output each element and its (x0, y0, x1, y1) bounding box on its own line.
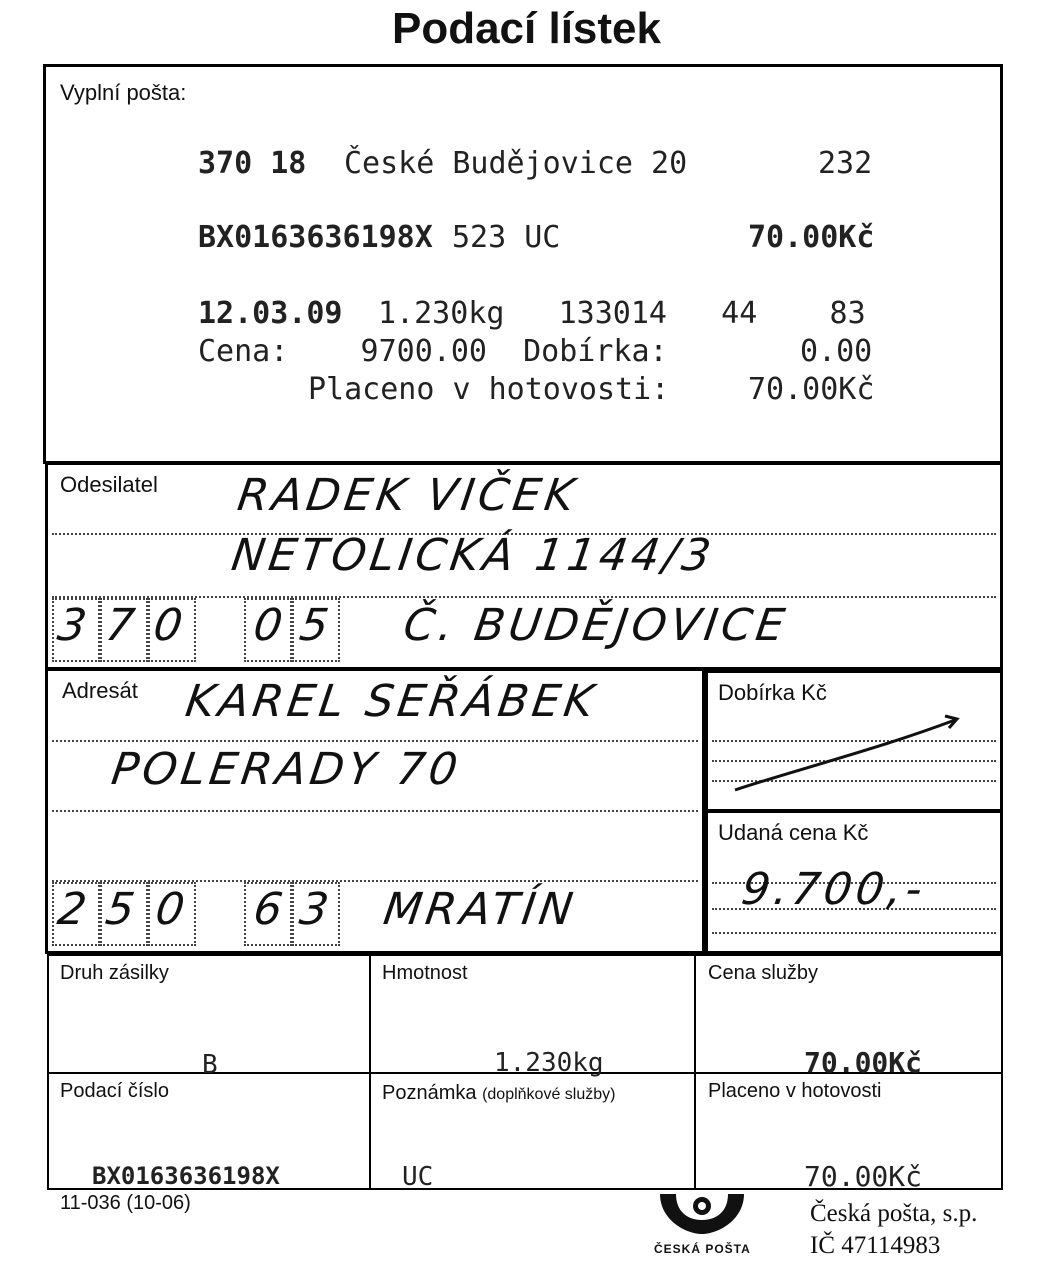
number-value: BX0163636198X (92, 1162, 280, 1190)
post-cod-value: 0.00 (800, 334, 873, 369)
sender-zip-digit: 5 (296, 600, 336, 651)
recipient-zip-digit: 2 (54, 884, 94, 935)
note-label-sub: (doplňkové služby) (482, 1086, 616, 1103)
post-label: Vyplní pošta: (60, 80, 187, 105)
service-label: Cena služby (708, 962, 819, 984)
page-title: Podací lístek (391, 4, 661, 53)
recipient-zip-digit: 3 (296, 884, 336, 935)
note-label (382, 1082, 615, 1105)
recipient-street: POLERADY 70 (108, 744, 465, 795)
recipient-zip-digit: 6 (250, 884, 290, 935)
paid-value: 70.00Kč (804, 1160, 923, 1193)
paid-label: Placeno v hotovosti (708, 1080, 882, 1102)
recipient-zip-digit: 0 (152, 884, 192, 935)
recipient-city: MRATÍN (380, 884, 580, 935)
declared-label: Udaná cena Kč (718, 820, 869, 845)
sender-name: RADEK VIČEK (234, 470, 582, 521)
post-date: 12.03.09 (198, 296, 343, 331)
recipient-zip-digit: 5 (102, 884, 142, 935)
company-ic: IČ 47114983 (810, 1232, 941, 1259)
post-zip: 370 18 (198, 146, 307, 181)
post-price-line: Cena: 9700.00 Dobírka: (198, 334, 668, 369)
declared-value: 9.700,- (738, 864, 930, 915)
post-paid-value: 70.00Kč (748, 372, 875, 407)
company-name: Česká pošta, s.p. (810, 1200, 978, 1227)
logo-text: ČESKÁ POŠTA (654, 1242, 751, 1256)
sender-zip-digit: 3 (54, 600, 94, 651)
recipient-label: Adresát (62, 678, 138, 703)
post-paid-label: Placeno v hotovosti: (308, 372, 670, 407)
post-barcode-rest: 523 UC (452, 220, 561, 255)
recipient-dotted-line (52, 810, 698, 812)
cod-label: Dobírka Kč (718, 680, 827, 705)
post-weight-line: 1.230kg 133014 44 83 (378, 296, 866, 331)
note-value: UC (402, 1162, 434, 1192)
post-code: 232 (818, 146, 873, 181)
form-code: 11-036 (10-06) (60, 1192, 191, 1214)
recipient-dotted-line (52, 740, 698, 742)
sender-street: NETOLICKÁ 1144/3 (228, 530, 718, 581)
ceska-posta-horn-logo (656, 1190, 748, 1240)
weight-value: 1.230kg (494, 1048, 604, 1078)
sender-zip-digit: 0 (250, 600, 290, 651)
sender-label: Odesilatel (60, 472, 158, 497)
sender-zip-digit: 7 (102, 600, 142, 651)
service-value: 70.00Kč (804, 1046, 923, 1079)
cod-strike-line (705, 670, 1003, 812)
post-amount: 70.00Kč (748, 220, 875, 255)
sender-zip-digit: 0 (150, 600, 190, 651)
recipient-name: KAREL SEŘÁBEK (182, 676, 601, 727)
weight-label: Hmotnost (382, 962, 468, 984)
number-label: Podací číslo (60, 1080, 169, 1102)
type-value: B (202, 1050, 218, 1080)
post-office: České Budějovice 20 (344, 146, 688, 181)
post-barcode: BX0163636198X (198, 220, 433, 255)
declared-dotted-line (712, 932, 996, 934)
type-label: Druh zásilky (60, 962, 169, 984)
note-label-text: Poznámka (382, 1082, 477, 1104)
sender-city: Č. BUDĚJOVICE (400, 600, 792, 651)
